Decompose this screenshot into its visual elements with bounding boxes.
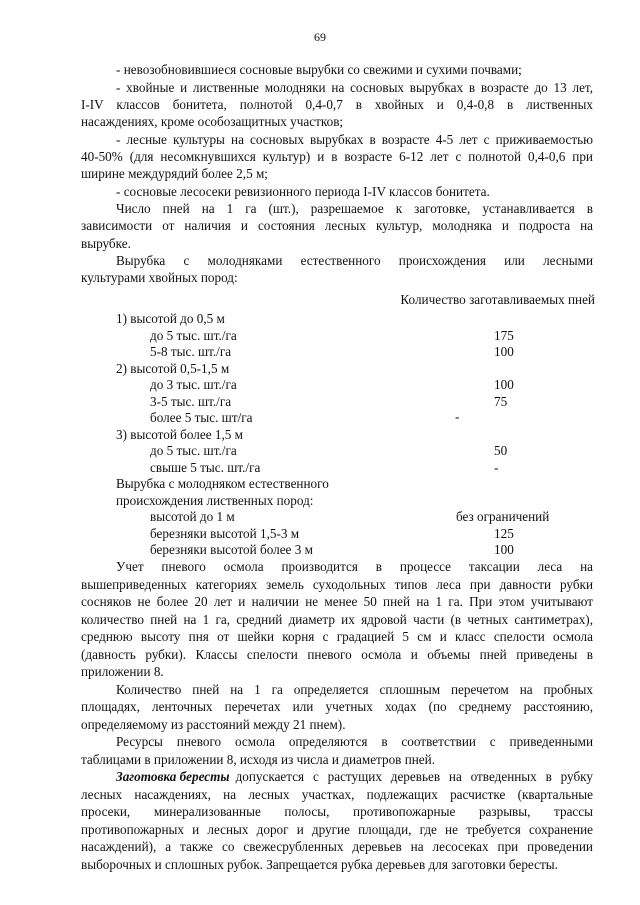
text-line: Вырубка с молодняками естественного происхождения или лесными <box>116 253 593 268</box>
table-row-label: 1) высотой до 0,5 м <box>116 311 225 326</box>
table-row-label: до 5 тыс. шт./га <box>150 443 237 458</box>
table-row-value: 100 <box>494 542 514 557</box>
table-row-value: 75 <box>494 394 508 409</box>
page-number: 69 <box>314 30 326 44</box>
table-row-value: 125 <box>494 526 514 541</box>
table-row-label: происхождения лиственных пород: <box>116 493 314 508</box>
text-line: сосняков не более 20 лет и наличии не менее 50 пней на 1 га. При этом учитывают <box>81 594 593 609</box>
table-row-label: Вырубка с молодняком естественного <box>116 476 329 491</box>
text-line: - сосновые лесосеки ревизионного периода I-IV классов бонитета. <box>116 184 490 199</box>
text-line: вышеприведенных категориях земель суходольных типов леса при давности рубки <box>81 577 593 592</box>
text-line: Число пней на 1 га (шт.), разрешаемое к заготовке, устанавливается в <box>116 201 593 216</box>
text-line: насаждениях, кроме особозащитных участков; <box>81 114 344 129</box>
table-row-label: 5-8 тыс. шт./га <box>150 344 232 359</box>
text-line: выборочных и сплошных рубок. Запрещается рубка деревьев для заготовки бересты. <box>81 857 558 872</box>
text-line: среднюю высоту пня от шейки корня с градацией 5 см и класс спелости осмола <box>81 629 593 644</box>
text-line: просеки, минерализованные полосы, противопожарные разрывы, трассы <box>81 804 593 819</box>
text-line: противопожарных и лесных дорог и другие площади, где не требуется сохранение <box>81 822 593 837</box>
table-row-value: - <box>494 460 499 475</box>
text-line: Учет пневого осмола производится в процессе таксации леса на <box>116 559 593 574</box>
table-row-value: 100 <box>494 377 514 392</box>
table-row-value: без ограничений <box>456 509 550 524</box>
text-line: вырубке. <box>81 236 131 251</box>
table-row-label: березняки высотой более 3 м <box>150 542 313 557</box>
table-row-label: 3) высотой более 1,5 м <box>116 427 244 442</box>
table-row-label: до 5 тыс. шт./га <box>150 328 237 343</box>
text-line: 40-50% (для несомкнувшихся культур) и в возрасте 6-12 лет с полнотой 0,4-0,6 при <box>81 149 593 164</box>
table-row-label: 3-5 тыс. шт./га <box>150 394 232 409</box>
table-row-label: 2) высотой 0,5-1,5 м <box>116 361 230 376</box>
text-line: насаждений), а также со свежесрубленных деревьев на лесосеках при проведении <box>81 839 593 854</box>
table-row-value: - <box>455 409 460 424</box>
text-line: ширине междурядий более 2,5 м; <box>81 166 268 181</box>
text-line: - хвойные и лиственные молодняки на сосновых вырубках в возрасте до 13 лет, <box>116 80 593 95</box>
text-line: Количество пней на 1 га определяется сплошным перечетом на пробных <box>116 682 593 697</box>
text-line: количество пней на 1 га, средний диаметр их ядровой части (в четных сантиметрах), <box>81 612 593 627</box>
text-line: приложении 8. <box>81 664 164 679</box>
text-line <box>116 768 593 786</box>
table-row-label: до 3 тыс. шт./га <box>150 377 237 392</box>
table-row-value: 50 <box>494 443 508 458</box>
text-line: (давность рубки). Классы спелости пневого осмола и объемы пней приведены в <box>81 647 593 662</box>
table-row-value: 175 <box>494 328 514 343</box>
table-header: Количество заготавливаемых пней <box>400 292 595 307</box>
text-line: Ресурсы пневого осмола определяются в соответствии с приведенными <box>116 734 593 749</box>
table-row-label: высотой до 1 м <box>150 509 235 524</box>
text-line: культурами хвойных пород: <box>81 270 238 285</box>
text-line-rest: допускается с растущих деревьев на отведенных в рубку <box>235 769 593 784</box>
text-line: таблицами в приложении 8, исходя из числа и диаметров пней. <box>81 752 436 767</box>
emphasis-term: Заготовка бересты <box>116 769 230 784</box>
table-row-value: 100 <box>494 344 514 359</box>
table-row-label: свыше 5 тыс. шт./га <box>150 460 261 475</box>
table-row-label: березняки высотой 1,5-3 м <box>150 526 300 541</box>
text-line: определяемому из расстояний между 21 пнем). <box>81 717 346 732</box>
text-line: - лесные культуры на сосновых вырубках в возрасте 4-5 лет с приживаемостью <box>116 132 593 147</box>
text-line: - невозобновившиеся сосновые вырубки со свежими и сухими почвами; <box>116 62 522 77</box>
text-line: лесных насаждениях, на лесных участках, подлежащих расчистке (квартальные <box>81 787 593 802</box>
text-line: площадях, ленточных перечетах или учетных ходах (по среднему расстоянию, <box>81 699 593 714</box>
table-row-label: более 5 тыс. шт/га <box>150 410 253 425</box>
text-line: I-IV классов бонитета, полнотой 0,4-0,7 в хвойных и 0,4-0,8 в лиственных <box>81 97 593 112</box>
text-line: зависимости от наличия и состояния лесных культур, молодняка и подроста на <box>81 218 593 233</box>
